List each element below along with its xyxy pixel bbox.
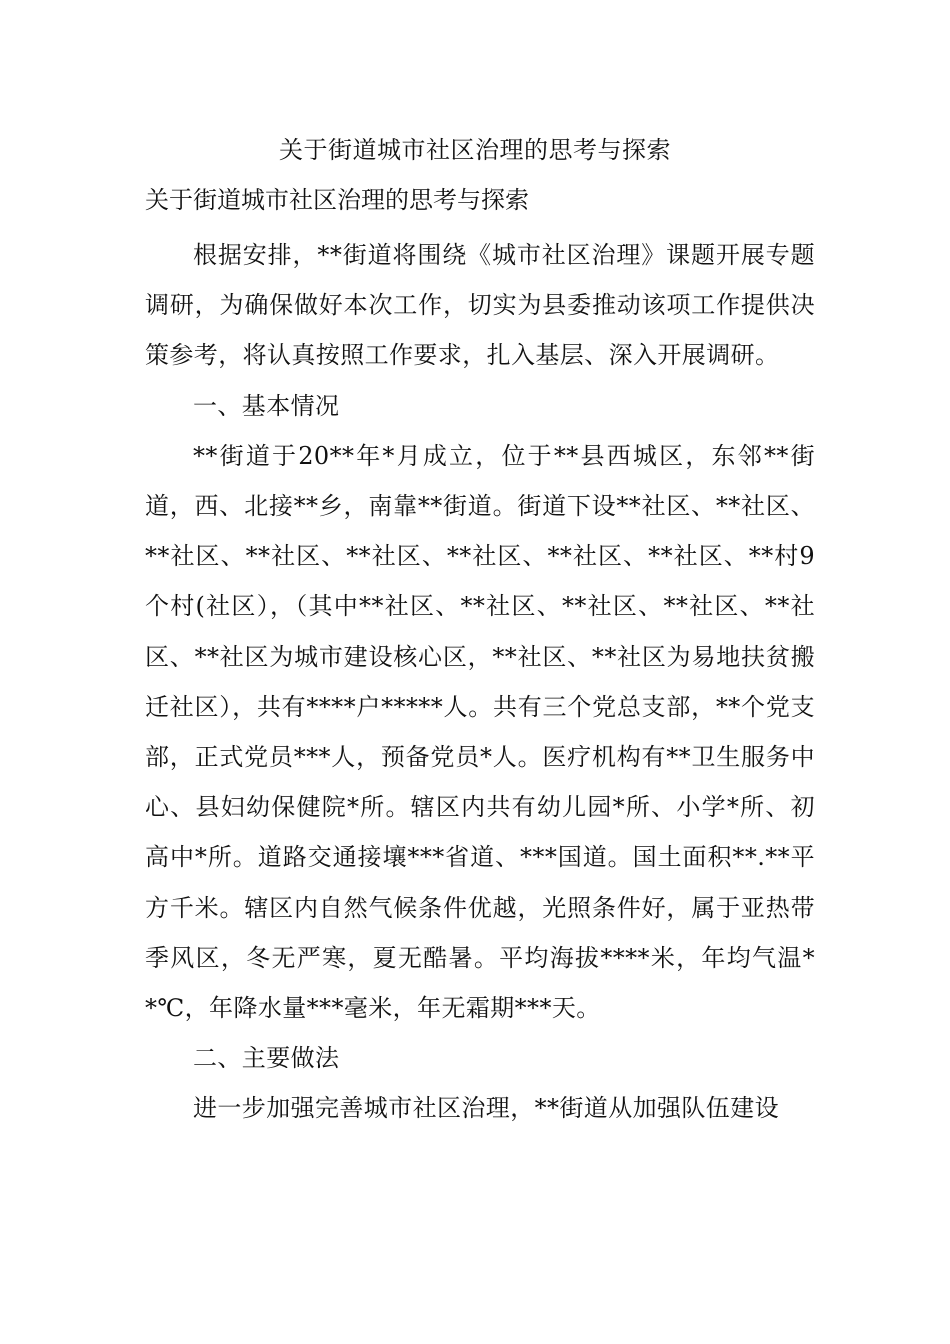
document-body [145, 230, 815, 1134]
paragraph-basic-situation: **街道于20**年*月成立，位于**县西城区，东邻**街道，西、北接**乡，南靠**街道。街道下设**社区、**社区、**社区、**社区、**社区、**社区、**社区、**社区、**村9个村(社区），（其中**社区、**社区、**社区、**社区、**社区、**社区为城市建设核心区，**社区、**社区为易地扶贫搬迁社区），共有****户*****人。共有三个党总支部，**个党支部，正式党员***人，预备党员*人。医疗机构有**卫生服务中心、县妇幼保健院*所。辖区内共有幼儿园*所、小学*所、初高中*所。道路交通接壤***省道、***国道。国土面积**.**平方千米。辖区内自然气候条件优越，光照条件好，属于亚热带季风区，冬无严寒，夏无酷暑。平均海拔****米，年均气温**℃，年降水量***毫米，年无霜期***天。 [145, 441, 815, 1023]
section-heading-basic-situation: 一、基本情况 [193, 391, 340, 420]
paragraph-intro: 根据安排，**街道将围绕《城市社区治理》课题开展专题调研，为确保做好本次工作，切实为县委推动该项工作提供决策参考，将认真按照工作要求，扎入基层、深入开展调研。 [145, 241, 815, 370]
section-heading-main-practices: 二、主要做法 [193, 1044, 340, 1073]
document-title: 关于街道城市社区治理的思考与探索 [279, 136, 671, 164]
paragraph-main-practices: 进一步加强完善城市社区治理，**街道从加强队伍建设 [193, 1094, 779, 1123]
document-subtitle: 关于街道城市社区治理的思考与探索 [145, 186, 529, 214]
